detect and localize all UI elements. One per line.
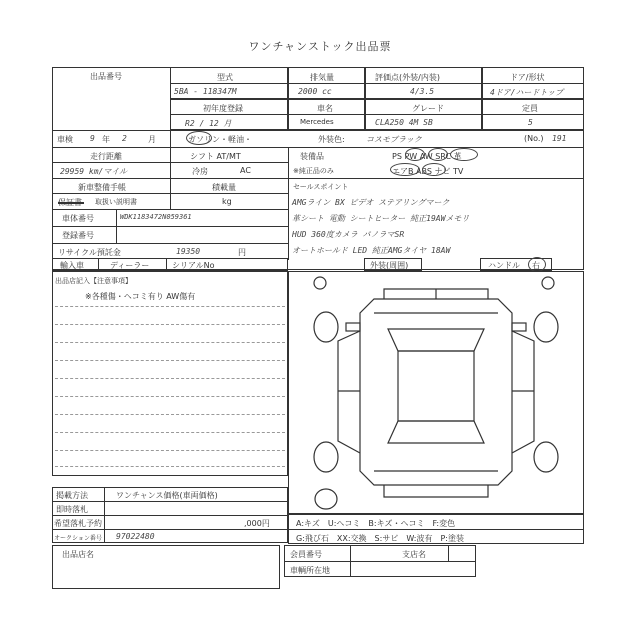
import-label: 輸入車 bbox=[60, 261, 84, 270]
color-value: コスモブラック bbox=[366, 135, 422, 144]
warranty-label: 新車整備手帳 bbox=[78, 183, 126, 192]
rear-mark-circle bbox=[542, 277, 554, 289]
notes-header: 出品店記入【注意事項】 bbox=[55, 277, 132, 285]
exterior-label: 外装(周囲) bbox=[370, 261, 409, 270]
first-reg-label: 初年度登録 bbox=[203, 104, 243, 113]
no-value: 191 bbox=[552, 134, 567, 143]
car-diagram bbox=[288, 271, 584, 514]
spare-wheel bbox=[315, 489, 337, 509]
rating-value: 4/3.5 bbox=[410, 87, 435, 96]
warranty-left: 保証書 bbox=[58, 198, 82, 207]
hope-label: 希望落札予約 bbox=[54, 519, 102, 528]
inspection-unit-month: 月 bbox=[148, 135, 156, 144]
left-mirror bbox=[346, 323, 360, 331]
sales-point-4: オートホールド LED 純正AMGタイヤ 18AW bbox=[292, 246, 451, 255]
wheel-rear-left bbox=[314, 442, 338, 472]
equip-note: ※純正品のみ bbox=[293, 167, 334, 175]
sales-point-2: 革シート 電動 シートヒーター 純正19AWメモリ bbox=[292, 214, 470, 223]
car-body-outline bbox=[360, 299, 512, 485]
inspection-unit-year: 年 bbox=[102, 135, 110, 144]
inspection-month: 2 bbox=[122, 134, 127, 143]
door-value: 4ドア/ハードトップ bbox=[490, 88, 564, 97]
recycle-value: 19350 bbox=[176, 247, 201, 256]
handle-label: ハンドル bbox=[488, 261, 520, 270]
sales-label: セールスポイント bbox=[293, 183, 349, 191]
recycle-label: リサイクル預託金 bbox=[58, 248, 121, 257]
seats-value: 5 bbox=[528, 118, 533, 127]
serial-label: シリアルNo bbox=[172, 261, 215, 270]
ac-value: AC bbox=[240, 166, 251, 175]
auction-label: オークション番号 bbox=[54, 535, 102, 542]
equip-label: 装備品 bbox=[300, 152, 324, 161]
legend-line-1: A:キズ U:ヘコミ B:キズ・ヘコミ F:変色 bbox=[296, 519, 456, 528]
abs-circle bbox=[422, 163, 446, 176]
handle-value: 右 bbox=[532, 261, 540, 270]
legend-line-2: G:飛び石 XX:交換 S:サビ W:波有 P:塗装 bbox=[296, 534, 464, 543]
listing-value: ワンチャンス価格(車両価格) bbox=[116, 491, 218, 500]
wheel-front-right bbox=[534, 312, 558, 342]
inspection-year: 9 bbox=[90, 134, 95, 143]
displacement-value: 2000 cc bbox=[298, 87, 332, 96]
plate-label: 登録番号 bbox=[62, 231, 94, 240]
equip-value: PS PW AW SRC 革 bbox=[392, 152, 462, 161]
model-value: 5BA - 118347M bbox=[174, 87, 237, 96]
car-trunk bbox=[384, 485, 488, 497]
car-right-side bbox=[512, 331, 534, 453]
src-circle bbox=[450, 148, 478, 161]
grade-label: グレード bbox=[412, 104, 444, 113]
branch-label: 支店名 bbox=[402, 550, 426, 559]
car-windshield bbox=[388, 329, 484, 351]
sales-point-1: AMGライン BX ビデオ ステアリングマーク bbox=[292, 198, 450, 207]
chassis-value: WDK1183472N059361 bbox=[120, 213, 192, 221]
sheet-title: ワンチャンストック出品票 bbox=[248, 40, 392, 53]
wheel-front-left bbox=[314, 312, 338, 342]
import-row bbox=[52, 258, 288, 271]
chassis-label: 車体番号 bbox=[62, 214, 94, 223]
right-mirror bbox=[512, 323, 526, 331]
model-label: 型式 bbox=[217, 73, 233, 82]
lot-label: 出品番号 bbox=[90, 72, 122, 81]
store-label: 出品店名 bbox=[62, 550, 94, 559]
ac-label: 冷房 bbox=[192, 167, 208, 176]
hope-value: ,000円 bbox=[244, 519, 270, 528]
seats-label: 定員 bbox=[522, 104, 538, 113]
pw-circle bbox=[405, 148, 425, 161]
color-label: 外装色: bbox=[318, 135, 345, 144]
first-reg-value: R2 / 12 月 bbox=[185, 119, 232, 128]
mileage-label: 走行距離 bbox=[90, 152, 122, 161]
sales-point-3: HUD 360度カメラ パノラマSR bbox=[292, 230, 405, 239]
dealer-label: ディーラー bbox=[110, 261, 150, 270]
maker-label: 車名 bbox=[317, 104, 333, 113]
warranty-strike bbox=[58, 202, 84, 204]
maker-value: Mercedes bbox=[300, 118, 334, 126]
mileage-value: 29959 km/マイル bbox=[60, 167, 128, 176]
displacement-label: 排気量 bbox=[310, 73, 334, 82]
equip-value-2: エアB ABS ナビ TV bbox=[392, 167, 464, 176]
instant-label: 即時落札 bbox=[56, 505, 88, 514]
car-roof bbox=[398, 351, 474, 421]
location-label: 車輌所在地 bbox=[290, 566, 330, 575]
front-mark-circle bbox=[314, 277, 326, 289]
recycle-unit: 円 bbox=[238, 248, 246, 257]
grade-value: CLA250 4M SB bbox=[375, 118, 433, 127]
member-label: 会員番号 bbox=[290, 550, 322, 559]
no-label: (No.) bbox=[524, 134, 544, 143]
load-unit: kg bbox=[222, 197, 232, 206]
rating-label: 評価点(外装/内装) bbox=[375, 73, 440, 82]
warranty-sub: 取扱い説明書 bbox=[95, 198, 137, 206]
listing-label: 掲載方法 bbox=[56, 491, 88, 500]
aw-circle bbox=[428, 148, 448, 161]
inspection-label: 車検 bbox=[57, 135, 73, 144]
notes-line-1: ※各種傷・ヘコミ有り AW傷有 bbox=[85, 292, 196, 301]
door-label: ドア/形状 bbox=[510, 73, 545, 82]
car-left-side bbox=[338, 331, 360, 453]
car-rear-window bbox=[388, 421, 484, 443]
airbag-circle bbox=[390, 163, 420, 176]
load-label: 積載量 bbox=[212, 183, 236, 192]
fuel-value: ガソリン・軽油・ bbox=[188, 135, 252, 144]
shift-label: シフト AT/MT bbox=[190, 152, 241, 161]
wheel-rear-right bbox=[534, 442, 558, 472]
auction-value: 97022480 bbox=[116, 532, 155, 541]
